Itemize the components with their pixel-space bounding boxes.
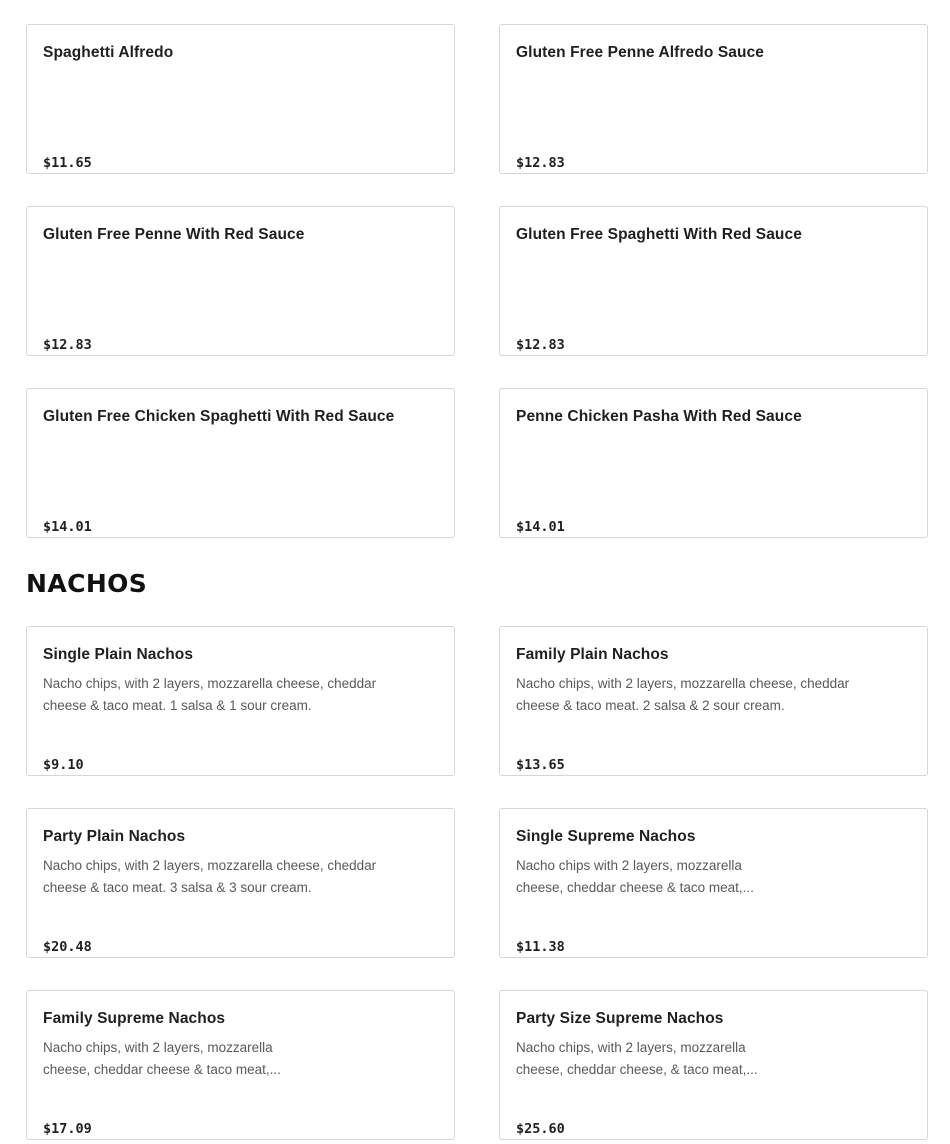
menu-item-name: Single Supreme Nachos bbox=[516, 828, 696, 845]
description-line: Nacho chips with 2 layers, mozzarella bbox=[516, 858, 742, 873]
menu-item-name: Spaghetti Alfredo bbox=[43, 44, 174, 61]
menu-item-description bbox=[516, 1037, 758, 1081]
menu-item-description bbox=[43, 673, 376, 717]
menu-item-name: Penne Chicken Pasha With Red Sauce bbox=[516, 408, 802, 425]
menu-item-price: $12.83 bbox=[516, 155, 565, 171]
menu-item-name: Gluten Free Spaghetti With Red Sauce bbox=[516, 226, 802, 243]
menu-item-name: Single Plain Nachos bbox=[43, 646, 194, 663]
menu-item-card[interactable] bbox=[26, 206, 455, 356]
menu-item-price: $20.48 bbox=[43, 939, 92, 955]
menu-item-card[interactable] bbox=[26, 808, 455, 958]
menu-item-card[interactable] bbox=[26, 990, 455, 1140]
description-line: cheese & taco meat. 1 salsa & 1 sour cream. bbox=[43, 698, 312, 713]
menu-item-price: $11.65 bbox=[43, 155, 92, 171]
menu-item-price: $17.09 bbox=[43, 1121, 92, 1137]
menu-item-price: $11.38 bbox=[516, 939, 565, 955]
menu-item-price: $12.83 bbox=[43, 337, 92, 353]
menu-item-description bbox=[516, 673, 849, 717]
menu-item-price: $25.60 bbox=[516, 1121, 565, 1137]
menu-item-description bbox=[516, 855, 754, 899]
description-line: Nacho chips, with 2 layers, mozzarella bbox=[43, 1040, 273, 1055]
description-line: cheese & taco meat. 3 salsa & 3 sour cream. bbox=[43, 880, 312, 895]
description-line: cheese, cheddar cheese, & taco meat,... bbox=[516, 1062, 758, 1077]
menu-item-card[interactable] bbox=[499, 808, 928, 958]
menu-item-price: $13.65 bbox=[516, 757, 565, 773]
description-line: Nacho chips, with 2 layers, mozzarella bbox=[516, 1040, 746, 1055]
description-line: cheese & taco meat. 2 salsa & 2 sour cream. bbox=[516, 698, 785, 713]
menu-item-card[interactable] bbox=[499, 206, 928, 356]
menu-item-name: Family Supreme Nachos bbox=[43, 1010, 226, 1027]
menu-item-name: Family Plain Nachos bbox=[516, 646, 669, 663]
section-title-nachos: NACHOS bbox=[26, 569, 148, 598]
description-line: cheese, cheddar cheese & taco meat,... bbox=[516, 880, 754, 895]
menu-item-card[interactable] bbox=[26, 24, 455, 174]
menu-item-card[interactable] bbox=[499, 24, 928, 174]
menu-item-card[interactable] bbox=[499, 388, 928, 538]
menu-item-description bbox=[43, 1037, 281, 1081]
menu-item-name: Gluten Free Penne Alfredo Sauce bbox=[516, 44, 765, 61]
description-line: Nacho chips, with 2 layers, mozzarella cheese, cheddar bbox=[43, 676, 377, 691]
menu-item-price: $14.01 bbox=[516, 519, 565, 535]
menu-item-name: Party Size Supreme Nachos bbox=[516, 1010, 724, 1027]
description-line: Nacho chips, with 2 layers, mozzarella cheese, cheddar bbox=[516, 676, 850, 691]
menu-item-card[interactable] bbox=[499, 626, 928, 776]
menu-item-name: Party Plain Nachos bbox=[43, 828, 186, 845]
menu-item-card[interactable] bbox=[26, 626, 455, 776]
menu-item-price: $12.83 bbox=[516, 337, 565, 353]
description-line: Nacho chips, with 2 layers, mozzarella cheese, cheddar bbox=[43, 858, 377, 873]
menu-item-name: Gluten Free Penne With Red Sauce bbox=[43, 226, 305, 243]
menu-item-name: Gluten Free Chicken Spaghetti With Red Sauce bbox=[43, 408, 395, 425]
menu-item-price: $14.01 bbox=[43, 519, 92, 535]
menu-item-card[interactable] bbox=[26, 388, 455, 538]
menu-item-description bbox=[43, 855, 376, 899]
menu-item-price: $9.10 bbox=[43, 757, 84, 773]
menu-item-card[interactable] bbox=[499, 990, 928, 1140]
description-line: cheese, cheddar cheese & taco meat,... bbox=[43, 1062, 281, 1077]
